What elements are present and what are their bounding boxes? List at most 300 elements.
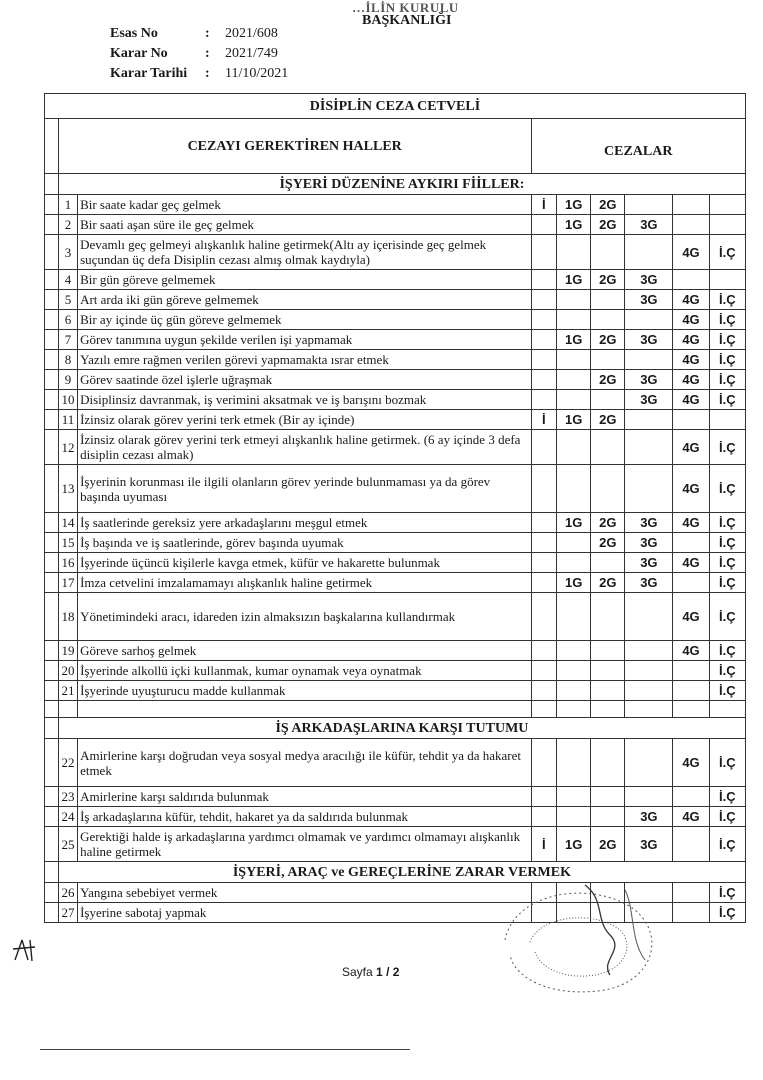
penalty-cell <box>673 410 709 430</box>
offence-description: İzinsiz olarak görev yerini terk etmek (Bir ay içinde) <box>78 410 531 430</box>
penalty-cell: 3G <box>625 215 673 235</box>
section-title: İŞYERİ DÜZENİNE AYKIRI FİİLLER: <box>58 174 745 195</box>
penalty-cell: 4G <box>673 390 709 410</box>
penalty-cell <box>673 681 709 701</box>
penalty-cell: İ.Ç <box>709 593 745 641</box>
spacer-row <box>45 701 746 718</box>
penalty-cell <box>673 215 709 235</box>
meta-sep: : <box>205 66 210 81</box>
table-row <box>45 330 746 350</box>
blank-cell <box>45 235 59 270</box>
penalty-cell: 3G <box>625 330 673 350</box>
penalty-table <box>44 93 746 923</box>
meta-value: 2021/749 <box>225 46 278 61</box>
page-total: 2 <box>392 965 400 979</box>
blank-cell <box>45 739 59 787</box>
row-number: 23 <box>58 787 77 807</box>
blank-cell <box>45 513 59 533</box>
row-number: 6 <box>58 310 77 330</box>
penalty-cell <box>591 235 625 270</box>
blank-cell <box>45 430 59 465</box>
penalty-cell: 2G <box>591 215 625 235</box>
blank-cell <box>45 390 59 410</box>
penalty-cell <box>591 430 625 465</box>
penalty-cell <box>591 661 625 681</box>
bottom-rule <box>40 1049 410 1050</box>
row-number: 27 <box>58 903 77 923</box>
blank-cell <box>45 119 59 174</box>
table-row <box>45 215 746 235</box>
offence-description: Amirlerine karşı saldırıda bulunmak <box>78 787 531 807</box>
penalty-cell: 4G <box>673 465 709 513</box>
table-row <box>45 290 746 310</box>
row-number: 3 <box>58 235 77 270</box>
blank-cell <box>45 553 59 573</box>
blank-cell <box>45 290 59 310</box>
offences-column-header: CEZAYI GEREKTİREN HALLER <box>58 119 531 174</box>
penalty-cell <box>531 215 557 235</box>
penalty-cell: 4G <box>673 330 709 350</box>
table-row <box>45 661 746 681</box>
table-title-row <box>45 94 746 119</box>
penalty-cell: İ.Ç <box>709 350 745 370</box>
meta-label: Karar Tarihi <box>110 66 188 81</box>
penalty-cell: 1G <box>557 513 591 533</box>
row-number: 22 <box>58 739 77 787</box>
seal-stamp <box>485 880 685 1005</box>
offence-description: Disiplinsiz davranmak, iş verimini aksatmak ve iş barışını bozmak <box>78 390 531 410</box>
blank-cell <box>45 903 59 923</box>
offence-description: Bir saati aşan süre ile geç gelmek <box>78 215 531 235</box>
penalty-cell: İ.Ç <box>709 883 745 903</box>
offence-description: Yazılı emre rağmen verilen görevi yapmamakta ısrar etmek <box>78 350 531 370</box>
penalty-cell: 4G <box>673 739 709 787</box>
penalty-cell <box>673 661 709 681</box>
offence-description: İşyerinde üçüncü kişilerle kavga etmek, küfür ve hakarette bulunmak <box>78 553 531 573</box>
penalty-cell: 3G <box>625 270 673 290</box>
table-row <box>45 513 746 533</box>
penalty-cell: 3G <box>625 390 673 410</box>
blank-cell <box>45 573 59 593</box>
blank-cell <box>531 701 557 718</box>
penalty-cell <box>557 641 591 661</box>
penalty-cell: İ.Ç <box>709 641 745 661</box>
offence-description: İş arkadaşlarına küfür, tehdit, hakaret ya da saldırıda bulunmak <box>78 807 531 827</box>
page-label: Sayfa <box>342 965 373 979</box>
blank-cell <box>45 681 59 701</box>
offence-description: Bir gün göreve gelmemek <box>78 270 531 290</box>
row-number: 14 <box>58 513 77 533</box>
penalty-cell: 4G <box>673 513 709 533</box>
penalty-cell <box>557 807 591 827</box>
penalty-cell: 2G <box>591 533 625 553</box>
penalty-cell <box>625 310 673 330</box>
offence-description: Devamlı geç gelmeyi alışkanlık haline getirmek(Altı ay içerisinde geç gelmek suçundan üç defa Disiplin cezası almış olmak kaydıyla) <box>78 235 531 270</box>
blank-cell <box>78 701 531 718</box>
blank-cell <box>45 883 59 903</box>
table-row <box>45 390 746 410</box>
offence-description: Göreve sarhoş gelmek <box>78 641 531 661</box>
penalty-cell: 1G <box>557 330 591 350</box>
blank-cell <box>45 807 59 827</box>
penalty-cell <box>591 553 625 573</box>
row-number: 17 <box>58 573 77 593</box>
offence-description: Görev saatinde özel işlerle uğraşmak <box>78 370 531 390</box>
penalty-cell: 2G <box>591 330 625 350</box>
penalty-cell <box>591 390 625 410</box>
penalties-column-header: CEZALAR <box>531 119 746 174</box>
penalty-cell <box>531 465 557 513</box>
penalty-cell: 2G <box>591 270 625 290</box>
offence-description: İşyerinde alkollü içki kullanmak, kumar oynamak veya oynatmak <box>78 661 531 681</box>
table-title: DİSİPLİN CEZA CETVELİ <box>45 94 746 119</box>
table-row <box>45 827 746 862</box>
penalty-cell <box>531 641 557 661</box>
penalty-cell: 2G <box>591 370 625 390</box>
table-row <box>45 410 746 430</box>
penalty-cell <box>531 661 557 681</box>
penalty-cell <box>591 739 625 787</box>
penalty-cell <box>531 350 557 370</box>
offence-description: Yangına sebebiyet vermek <box>78 883 531 903</box>
penalty-cell <box>591 807 625 827</box>
penalty-cell: İ.Ç <box>709 573 745 593</box>
penalty-cell: 1G <box>557 270 591 290</box>
row-number: 16 <box>58 553 77 573</box>
penalty-cell <box>557 681 591 701</box>
header-top-fragment: …İLİN KURULU <box>352 0 459 15</box>
penalty-cell <box>625 195 673 215</box>
penalty-cell <box>557 370 591 390</box>
penalty-cell: 4G <box>673 370 709 390</box>
penalty-cell: 3G <box>625 553 673 573</box>
penalty-cell <box>531 513 557 533</box>
penalty-cell <box>531 787 557 807</box>
table-row <box>45 787 746 807</box>
penalty-cell <box>591 290 625 310</box>
blank-cell <box>45 310 59 330</box>
table-row <box>45 270 746 290</box>
penalty-cell: İ.Ç <box>709 330 745 350</box>
blank-cell <box>45 465 59 513</box>
offence-description: İş saatlerinde gereksiz yere arkadaşlarını meşgul etmek <box>78 513 531 533</box>
blank-cell <box>45 827 59 862</box>
table-row <box>45 195 746 215</box>
penalty-cell <box>531 330 557 350</box>
penalty-cell: 3G <box>625 370 673 390</box>
penalty-cell <box>531 807 557 827</box>
table-row <box>45 573 746 593</box>
table-row <box>45 553 746 573</box>
penalty-cell <box>531 533 557 553</box>
penalty-cell <box>557 553 591 573</box>
penalty-cell <box>531 573 557 593</box>
row-number: 25 <box>58 827 77 862</box>
meta-sep: : <box>205 46 210 61</box>
penalty-cell: İ.Ç <box>709 390 745 410</box>
penalty-cell <box>557 290 591 310</box>
penalty-cell: 4G <box>673 310 709 330</box>
row-number: 13 <box>58 465 77 513</box>
blank-cell <box>45 270 59 290</box>
blank-cell <box>45 350 59 370</box>
offence-description: Bir ay içinde üç gün göreve gelmemek <box>78 310 531 330</box>
meta-karar-tarihi <box>110 64 288 84</box>
penalty-cell <box>591 593 625 641</box>
penalty-cell <box>673 827 709 862</box>
penalty-cell: 4G <box>673 593 709 641</box>
penalty-cell <box>557 350 591 370</box>
penalty-cell <box>591 350 625 370</box>
penalty-cell: 4G <box>673 235 709 270</box>
penalty-cell <box>531 430 557 465</box>
penalty-cell <box>625 739 673 787</box>
table-row <box>45 641 746 661</box>
penalty-cell: İ.Ç <box>709 430 745 465</box>
blank-cell <box>557 701 591 718</box>
section-title: İŞ ARKADAŞLARINA KARŞI TUTUMU <box>58 718 745 739</box>
penalty-cell: 3G <box>625 533 673 553</box>
table-row <box>45 739 746 787</box>
penalty-cell <box>625 681 673 701</box>
row-number: 7 <box>58 330 77 350</box>
blank-cell <box>45 718 59 739</box>
penalty-cell <box>625 593 673 641</box>
penalty-cell: İ.Ç <box>709 807 745 827</box>
blank-cell <box>45 787 59 807</box>
penalty-cell <box>591 310 625 330</box>
blank-cell <box>45 533 59 553</box>
blank-cell <box>45 862 59 883</box>
penalty-cell: İ.Ç <box>709 465 745 513</box>
penalty-cell <box>591 787 625 807</box>
meta-sep: : <box>205 26 210 41</box>
penalty-cell <box>625 661 673 681</box>
penalty-cell <box>557 430 591 465</box>
penalty-cell <box>591 681 625 701</box>
offence-description: Bir saate kadar geç gelmek <box>78 195 531 215</box>
blank-cell <box>45 370 59 390</box>
row-number: 1 <box>58 195 77 215</box>
penalty-cell: İ.Ç <box>709 661 745 681</box>
penalty-cell: 4G <box>673 290 709 310</box>
penalty-cell: 3G <box>625 513 673 533</box>
penalty-cell: İ.Ç <box>709 903 745 923</box>
offence-description: İş başında ve iş saatlerinde, görev başında uyumak <box>78 533 531 553</box>
row-number: 4 <box>58 270 77 290</box>
offence-description: Gerektiği halde iş arkadaşlarına yardımcı olmamak ve yardımcı olmamayı alışkanlık haline getirmek <box>78 827 531 862</box>
penalty-cell: İ.Ç <box>709 553 745 573</box>
penalty-cell <box>557 390 591 410</box>
offence-description: İşyerine sabotaj yapmak <box>78 903 531 923</box>
penalty-cell: 2G <box>591 410 625 430</box>
blank-cell <box>709 701 745 718</box>
penalty-cell <box>557 533 591 553</box>
row-number: 19 <box>58 641 77 661</box>
department-title: BAŞKANLIĞI <box>362 13 452 28</box>
penalty-cell <box>625 410 673 430</box>
table-row <box>45 533 746 553</box>
row-number: 24 <box>58 807 77 827</box>
penalty-cell <box>531 370 557 390</box>
penalty-cell: 1G <box>557 573 591 593</box>
table-row <box>45 593 746 641</box>
blank-cell <box>45 215 59 235</box>
table-row <box>45 430 746 465</box>
penalty-cell: 2G <box>591 195 625 215</box>
penalty-cell <box>709 195 745 215</box>
meta-label: Karar No <box>110 46 168 61</box>
row-number: 11 <box>58 410 77 430</box>
penalty-cell: 3G <box>625 290 673 310</box>
row-number: 5 <box>58 290 77 310</box>
blank-cell <box>45 410 59 430</box>
penalty-cell: 1G <box>557 195 591 215</box>
penalty-cell <box>709 410 745 430</box>
penalty-cell <box>531 553 557 573</box>
penalty-cell: İ.Ç <box>709 827 745 862</box>
page-number <box>342 965 399 979</box>
column-header-row <box>45 119 746 174</box>
blank-cell <box>45 661 59 681</box>
section-title: İŞYERİ, ARAÇ ve GEREÇLERİNE ZARAR VERMEK <box>58 862 745 883</box>
penalty-cell <box>673 270 709 290</box>
penalty-cell <box>673 573 709 593</box>
penalty-cell <box>557 310 591 330</box>
penalty-cell <box>531 290 557 310</box>
offence-description: İzinsiz olarak görev yerini terk etmeyi alışkanlık haline getirmek. (6 ay içinde 3 defa disiplin cezası almak) <box>78 430 531 465</box>
offence-description: Görev tanımına uygun şekilde verilen işi yapmamak <box>78 330 531 350</box>
penalty-cell: 1G <box>557 410 591 430</box>
penalty-cell <box>625 235 673 270</box>
penalty-cell: 1G <box>557 215 591 235</box>
penalty-cell <box>625 641 673 661</box>
meta-esas-no <box>110 24 288 44</box>
offence-description: Amirlerine karşı doğrudan veya sosyal medya aracılığı ile küfür, tehdit ya da hakaret etmek <box>78 739 531 787</box>
offence-description: Yönetimindeki aracı, idareden izin almaksızın başkalarına kullandırmak <box>78 593 531 641</box>
blank-cell <box>591 701 625 718</box>
penalty-cell <box>557 593 591 641</box>
penalty-cell: İ.Ç <box>709 235 745 270</box>
penalty-cell: İ.Ç <box>709 787 745 807</box>
blank-cell <box>45 174 59 195</box>
blank-cell <box>45 330 59 350</box>
offence-description: İşyerinin korunması ile ilgili olanların görev yerinde bulunmaması ya da görev başında uyuması <box>78 465 531 513</box>
penalty-cell <box>625 787 673 807</box>
table-row <box>45 681 746 701</box>
penalty-cell: 1G <box>557 827 591 862</box>
penalty-cell: 4G <box>673 430 709 465</box>
penalty-table-body <box>45 94 746 923</box>
meta-value: 2021/608 <box>225 26 278 41</box>
penalty-cell <box>557 465 591 513</box>
penalty-cell: İ.Ç <box>709 290 745 310</box>
table-row <box>45 807 746 827</box>
page-current: 1 <box>376 965 383 979</box>
blank-cell <box>673 701 709 718</box>
penalty-cell: İ <box>531 410 557 430</box>
penalty-cell <box>531 270 557 290</box>
offence-description: Art arda iki gün göreve gelmemek <box>78 290 531 310</box>
row-number: 18 <box>58 593 77 641</box>
penalty-cell <box>557 235 591 270</box>
penalty-cell: 3G <box>625 827 673 862</box>
penalty-cell: 4G <box>673 350 709 370</box>
meta-label: Esas No <box>110 26 158 41</box>
penalty-cell <box>557 739 591 787</box>
penalty-cell: İ.Ç <box>709 681 745 701</box>
table-row <box>45 235 746 270</box>
row-number: 26 <box>58 883 77 903</box>
table-row <box>45 310 746 330</box>
penalty-cell: 2G <box>591 513 625 533</box>
section-header-row <box>45 174 746 195</box>
case-meta <box>110 24 288 84</box>
row-number: 12 <box>58 430 77 465</box>
row-number: 2 <box>58 215 77 235</box>
table-row <box>45 370 746 390</box>
penalty-cell <box>531 681 557 701</box>
penalty-cell <box>673 787 709 807</box>
penalty-cell <box>557 787 591 807</box>
penalty-cell <box>625 350 673 370</box>
penalty-cell: İ <box>531 195 557 215</box>
blank-cell <box>45 593 59 641</box>
meta-value: 11/10/2021 <box>225 66 289 81</box>
penalty-cell: İ <box>531 827 557 862</box>
penalty-cell: 2G <box>591 573 625 593</box>
row-number: 21 <box>58 681 77 701</box>
penalty-cell <box>531 310 557 330</box>
margin-initials-mark <box>10 935 40 970</box>
table-row <box>45 465 746 513</box>
section-header-row <box>45 718 746 739</box>
blank-cell <box>45 195 59 215</box>
penalty-cell: 4G <box>673 641 709 661</box>
penalty-cell <box>709 270 745 290</box>
penalty-cell <box>591 641 625 661</box>
blank-cell <box>45 641 59 661</box>
penalty-cell: İ.Ç <box>709 513 745 533</box>
penalty-cell: 3G <box>625 573 673 593</box>
penalty-cell: İ.Ç <box>709 310 745 330</box>
penalty-cell: İ.Ç <box>709 533 745 553</box>
blank-cell <box>58 701 77 718</box>
penalty-cell: 3G <box>625 807 673 827</box>
penalty-cell <box>531 593 557 641</box>
blank-cell <box>45 701 59 718</box>
penalty-cell: 4G <box>673 553 709 573</box>
blank-cell <box>625 701 673 718</box>
penalty-cell <box>673 533 709 553</box>
meta-karar-no <box>110 44 288 64</box>
penalty-cell: 2G <box>591 827 625 862</box>
penalty-cell <box>625 430 673 465</box>
page-separator: / <box>386 965 390 979</box>
penalty-cell <box>531 390 557 410</box>
table-row <box>45 350 746 370</box>
penalty-cell <box>557 661 591 681</box>
penalty-cell: 4G <box>673 807 709 827</box>
offence-description: İşyerinde uyuşturucu madde kullanmak <box>78 681 531 701</box>
penalty-cell <box>531 235 557 270</box>
row-number: 10 <box>58 390 77 410</box>
penalty-cell <box>625 465 673 513</box>
penalty-cell <box>673 195 709 215</box>
row-number: 9 <box>58 370 77 390</box>
penalty-cell <box>709 215 745 235</box>
row-number: 15 <box>58 533 77 553</box>
